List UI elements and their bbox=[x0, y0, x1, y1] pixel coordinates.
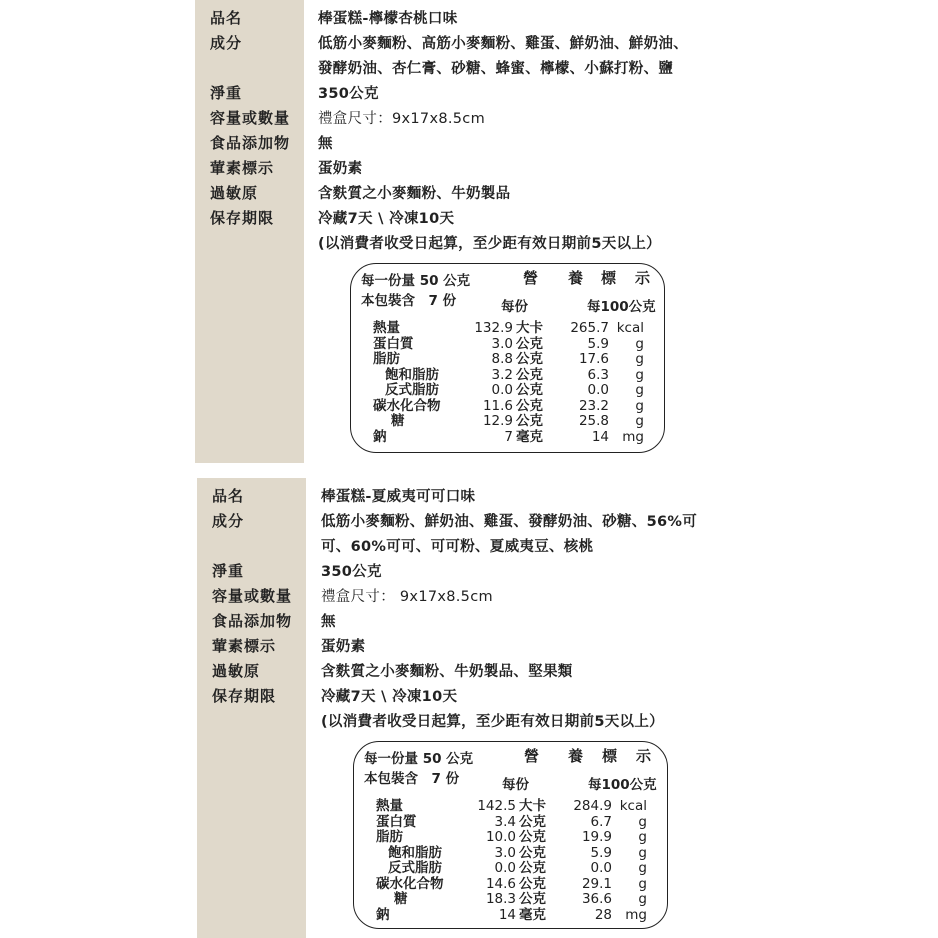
per-serving-value: 14 bbox=[498, 906, 516, 923]
allergens: 含麩質之小麥麵粉、牛奶製品、堅果類 bbox=[321, 664, 573, 680]
ingredients-line-2: 發酵奶油、杏仁膏、砂糖、蜂蜜、檸檬、小蘇打粉、鹽 bbox=[318, 61, 674, 77]
nutrient-name: 鈉 bbox=[376, 906, 390, 923]
shelf-life-note: (以消費者收受日起算，至少距有效日期前5天以上） bbox=[321, 714, 664, 730]
col-per-100g: 每100公克 bbox=[587, 299, 656, 315]
nutrition-title-2: 養 bbox=[568, 747, 584, 765]
per-serving-value: 3.4 bbox=[494, 813, 516, 830]
per-100g-value: 265.7 bbox=[570, 320, 609, 336]
per-100g-unit: g bbox=[638, 829, 647, 845]
shelf-life-note: (以消費者收受日起算，至少距有效日期前5天以上） bbox=[318, 236, 661, 252]
capacity: 禮盒尺寸：9x17x8.5cm bbox=[318, 111, 485, 127]
per-serving-unit: 公克 bbox=[516, 366, 543, 383]
per-serving-value: 7 bbox=[504, 428, 513, 445]
per-serving-value: 3.2 bbox=[491, 366, 513, 383]
per-100g-value: 36.6 bbox=[581, 891, 612, 907]
shelf-life: 冷藏7天 \ 冷凍10天 bbox=[321, 689, 458, 705]
per-serving-unit: 公克 bbox=[519, 829, 546, 845]
per-serving-unit: 公克 bbox=[519, 860, 546, 876]
servings-per-package: 本包裝含 7 份 bbox=[364, 771, 460, 787]
nutrient-name: 反式脂肪 bbox=[385, 382, 439, 398]
product-name: 棒蛋糕-檸檬杏桃口味 bbox=[318, 11, 458, 27]
ingredients-line-2: 可、60%可可、可可粉、夏威夷豆、核桃 bbox=[321, 539, 594, 555]
per-100g-value: 6.7 bbox=[590, 813, 612, 830]
per-100g-value: 284.9 bbox=[573, 798, 612, 814]
label-vegetarian: 葷素標示 bbox=[210, 159, 275, 177]
per-100g-unit: kcal bbox=[619, 798, 647, 814]
nutrient-name: 飽和脂肪 bbox=[385, 366, 439, 383]
per-serving-unit: 公克 bbox=[516, 351, 543, 367]
label-ingredients: 成分 bbox=[212, 512, 245, 530]
product-name: 棒蛋糕-夏威夷可可口味 bbox=[321, 489, 476, 505]
additives: 無 bbox=[321, 614, 336, 630]
serving-size: 每一份量 50 公克 bbox=[364, 751, 474, 767]
nutrition-facts-box-1 bbox=[350, 263, 665, 453]
nutrition-title-3: 標 bbox=[602, 747, 618, 765]
nutrient-name: 鈉 bbox=[373, 428, 387, 445]
net-weight: 350公克 bbox=[321, 564, 382, 580]
nutrition-title-4: 示 bbox=[635, 269, 651, 287]
label-name: 品名 bbox=[212, 487, 245, 505]
label-ingredients: 成分 bbox=[210, 34, 243, 52]
ingredients-line-1: 低筋小麥麵粉、鮮奶油、雞蛋、發酵奶油、砂糖、56%可 bbox=[321, 514, 698, 530]
per-100g-value: 28 bbox=[594, 906, 612, 923]
per-serving-unit: 公克 bbox=[516, 413, 543, 429]
per-100g-value: 5.9 bbox=[590, 844, 612, 861]
vegetarian: 蛋奶素 bbox=[321, 639, 366, 655]
nutrient-name: 糖 bbox=[391, 413, 405, 429]
per-serving-unit: 大卡 bbox=[516, 320, 543, 336]
label-additives: 食品添加物 bbox=[212, 612, 293, 630]
per-serving-value: 8.8 bbox=[491, 351, 513, 367]
per-100g-value: 29.1 bbox=[581, 875, 612, 892]
per-serving-unit: 毫克 bbox=[519, 906, 546, 923]
per-serving-unit: 大卡 bbox=[519, 798, 546, 814]
per-100g-value: 5.9 bbox=[587, 335, 609, 352]
per-serving-unit: 公克 bbox=[516, 397, 543, 414]
per-100g-unit: g bbox=[638, 860, 647, 876]
per-100g-value: 17.6 bbox=[578, 351, 609, 367]
nutrient-name: 脂肪 bbox=[376, 829, 403, 845]
per-100g-unit: kcal bbox=[616, 320, 644, 336]
nutrition-title-4: 示 bbox=[636, 747, 652, 765]
label-additives: 食品添加物 bbox=[210, 134, 291, 152]
nutrient-name: 糖 bbox=[394, 891, 408, 907]
per-100g-unit: g bbox=[635, 351, 644, 367]
per-serving-value: 142.5 bbox=[477, 798, 516, 814]
per-serving-value: 0.0 bbox=[494, 860, 516, 876]
per-serving-unit: 公克 bbox=[519, 844, 546, 861]
nutrient-name: 脂肪 bbox=[373, 351, 400, 367]
per-100g-unit: g bbox=[638, 813, 647, 830]
per-serving-value: 11.6 bbox=[482, 397, 513, 414]
nutrition-facts-box-2 bbox=[353, 741, 668, 929]
label-name: 品名 bbox=[210, 9, 243, 27]
nutrition-title-1: 營 bbox=[524, 747, 540, 765]
label-capacity: 容量或數量 bbox=[212, 587, 293, 605]
per-serving-unit: 毫克 bbox=[516, 428, 543, 445]
per-100g-value: 0.0 bbox=[587, 382, 609, 398]
per-serving-value: 3.0 bbox=[494, 844, 516, 861]
col-per-serving: 每份 bbox=[502, 777, 529, 793]
per-serving-value: 3.0 bbox=[491, 335, 513, 352]
per-100g-value: 19.9 bbox=[581, 829, 612, 845]
nutrient-name: 碳水化合物 bbox=[376, 875, 444, 892]
per-100g-value: 23.2 bbox=[578, 397, 609, 414]
per-serving-value: 10.0 bbox=[485, 829, 516, 845]
nutrient-name: 碳水化合物 bbox=[373, 397, 441, 414]
nutrient-name: 熱量 bbox=[376, 798, 403, 814]
serving-size: 每一份量 50 公克 bbox=[361, 273, 471, 289]
per-100g-unit: g bbox=[638, 844, 647, 861]
per-100g-value: 6.3 bbox=[587, 366, 609, 383]
label-allergens: 過敏原 bbox=[210, 184, 259, 202]
per-100g-value: 14 bbox=[591, 428, 609, 445]
nutrient-name: 蛋白質 bbox=[376, 813, 417, 830]
label-shelf-life: 保存期限 bbox=[210, 209, 275, 227]
per-serving-value: 132.9 bbox=[474, 320, 513, 336]
per-serving-value: 14.6 bbox=[485, 875, 516, 892]
per-100g-unit: g bbox=[635, 413, 644, 429]
ingredients-line-1: 低筋小麥麵粉、高筋小麥麵粉、雞蛋、鮮奶油、鮮奶油、 bbox=[318, 36, 688, 52]
col-per-100g: 每100公克 bbox=[588, 777, 657, 793]
nutrient-name: 熱量 bbox=[373, 320, 400, 336]
per-serving-unit: 公克 bbox=[519, 875, 546, 892]
nutrient-name: 飽和脂肪 bbox=[388, 844, 442, 861]
per-100g-unit: mg bbox=[622, 428, 644, 445]
per-100g-unit: g bbox=[635, 366, 644, 383]
per-serving-value: 18.3 bbox=[485, 891, 516, 907]
label-capacity: 容量或數量 bbox=[210, 109, 291, 127]
allergens: 含麩質之小麥麵粉、牛奶製品 bbox=[318, 186, 511, 202]
nutrient-name: 蛋白質 bbox=[373, 335, 414, 352]
servings-per-package: 本包裝含 7 份 bbox=[361, 293, 457, 309]
per-serving-unit: 公克 bbox=[516, 335, 543, 352]
label-shelf-life: 保存期限 bbox=[212, 687, 277, 705]
vegetarian: 蛋奶素 bbox=[318, 161, 363, 177]
net-weight: 350公克 bbox=[318, 86, 379, 102]
label-panel-2 bbox=[197, 478, 306, 938]
per-100g-unit: g bbox=[635, 335, 644, 352]
per-100g-unit: g bbox=[635, 382, 644, 398]
per-100g-unit: g bbox=[635, 397, 644, 414]
label-net-weight: 淨重 bbox=[210, 84, 243, 102]
per-100g-unit: mg bbox=[625, 906, 647, 923]
nutrient-name: 反式脂肪 bbox=[388, 860, 442, 876]
additives: 無 bbox=[318, 136, 333, 152]
nutrition-title-1: 營 bbox=[523, 269, 539, 287]
per-serving-unit: 公克 bbox=[516, 382, 543, 398]
label-net-weight: 淨重 bbox=[212, 562, 245, 580]
per-100g-unit: g bbox=[638, 891, 647, 907]
shelf-life: 冷藏7天 \ 冷凍10天 bbox=[318, 211, 455, 227]
per-serving-unit: 公克 bbox=[519, 813, 546, 830]
per-100g-unit: g bbox=[638, 875, 647, 892]
per-100g-value: 25.8 bbox=[578, 413, 609, 429]
label-vegetarian: 葷素標示 bbox=[212, 637, 277, 655]
label-allergens: 過敏原 bbox=[212, 662, 261, 680]
per-serving-unit: 公克 bbox=[519, 891, 546, 907]
per-100g-value: 0.0 bbox=[590, 860, 612, 876]
per-serving-value: 12.9 bbox=[482, 413, 513, 429]
label-panel-1 bbox=[195, 0, 304, 463]
per-serving-value: 0.0 bbox=[491, 382, 513, 398]
col-per-serving: 每份 bbox=[501, 299, 528, 315]
capacity: 禮盒尺寸： 9x17x8.5cm bbox=[321, 589, 493, 605]
nutrition-title-2: 養 bbox=[568, 269, 584, 287]
nutrition-title-3: 標 bbox=[601, 269, 617, 287]
